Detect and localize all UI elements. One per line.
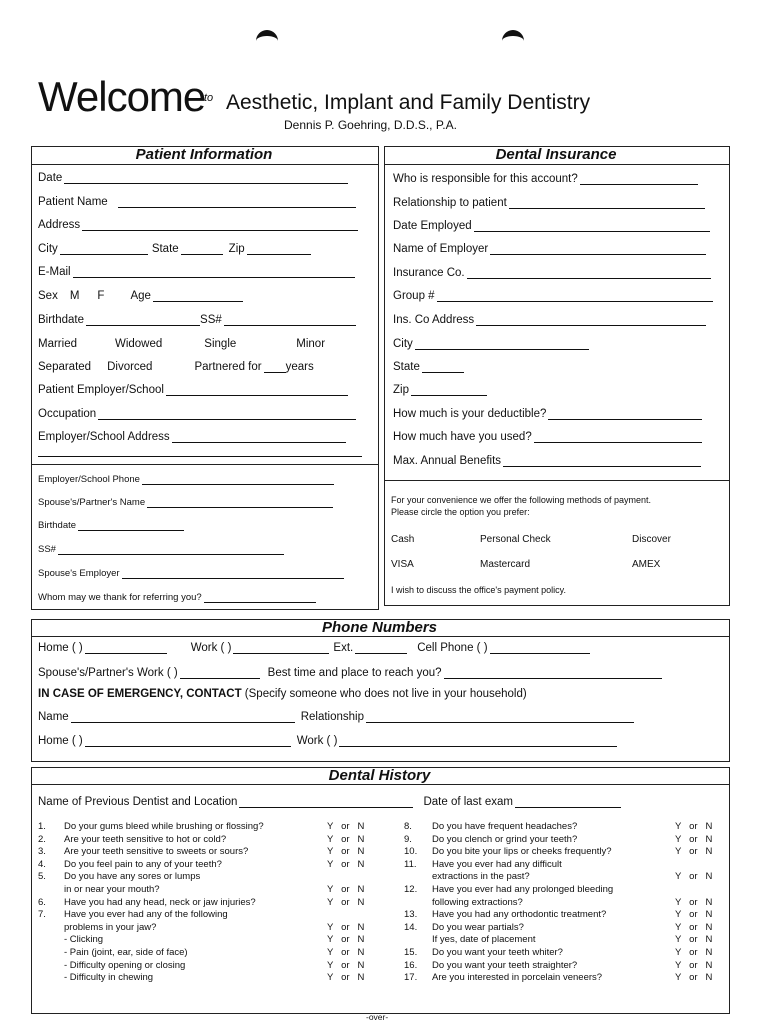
single-option[interactable]: Single (204, 338, 237, 350)
patient-name-field[interactable] (38, 196, 356, 208)
question-number: 7. (38, 909, 46, 921)
emergency-work-input[interactable] (339, 736, 617, 747)
spouse-work-label: Spouse's/Partner's Work ( ) (38, 667, 178, 679)
sex-age-field[interactable] (38, 290, 243, 302)
work-phone-label: Work ( ) (190, 642, 232, 654)
question-number: 2. (38, 833, 46, 845)
question-text: Are you interested in porcelain veneers? (432, 972, 603, 984)
yes-no-choice[interactable]: Y or N (327, 896, 365, 908)
spouse-work-input[interactable] (180, 668, 260, 679)
question-number: 11. (404, 858, 417, 870)
ins-state-label: State (393, 361, 420, 373)
divider (31, 784, 729, 785)
age-label: Age (130, 290, 151, 302)
emergency-contact-title: IN CASE OF EMERGENCY, CONTACT (38, 688, 242, 700)
question-number: 14. (404, 921, 418, 933)
email-label: E-Mail (38, 266, 71, 278)
patient-employer-label: Patient Employer/School (38, 384, 164, 396)
question-text: Do your gums bleed while brushing or flossing? (64, 821, 264, 832)
spouse-employer-field[interactable] (38, 568, 344, 579)
payment-personal-check[interactable]: Personal Check (480, 534, 551, 545)
emergency-home-input[interactable] (85, 736, 291, 747)
emergency-name-input[interactable] (71, 712, 295, 723)
last-exam-input[interactable] (515, 797, 621, 808)
occupation-label: Occupation (38, 408, 97, 420)
address-field[interactable] (38, 219, 358, 231)
payment-note-1: For your convenience we offer the following methods of payment. (391, 495, 651, 505)
ins-address-field[interactable] (393, 314, 706, 326)
dental-insurance-title: Dental Insurance (495, 146, 617, 163)
question-text: Have you ever had any of the following (64, 909, 228, 921)
yes-no-choice[interactable]: Y or N (675, 846, 713, 858)
relationship-field[interactable] (393, 197, 705, 209)
yes-no-choice[interactable]: Y or N (675, 947, 713, 958)
question-number: 8. (404, 821, 412, 832)
question-text: Do you have any sores or lumps (64, 871, 201, 883)
previous-dentist-row (38, 796, 621, 808)
yes-no-choice[interactable]: Y or N (675, 833, 713, 845)
question-text: Have you ever had any difficult (432, 858, 562, 870)
ins-state-field[interactable] (393, 361, 464, 373)
partnered-for-option[interactable]: Partnered for (194, 361, 262, 373)
phone-row-2 (38, 667, 662, 679)
marital-status-row-1 (38, 338, 325, 350)
payment-cash[interactable]: Cash (391, 534, 415, 545)
employer-address-label: Employer/School Address (38, 431, 170, 443)
question-text: Do you have frequent headaches? (432, 821, 578, 832)
widowed-option[interactable]: Widowed (114, 338, 163, 350)
sex-m-option[interactable]: M (69, 290, 80, 302)
question-number: 12. (404, 884, 418, 895)
date-employed-label: Date Employed (393, 220, 472, 232)
yes-no-choice[interactable]: Y or N (327, 947, 365, 958)
question-text: - Difficulty opening or closing (64, 959, 186, 971)
state-label: State (151, 243, 179, 255)
question-number: 9. (404, 833, 412, 845)
question-text: Have you had any orthodontic treatment? (432, 909, 607, 921)
yes-no-choice[interactable]: Y or N (675, 896, 713, 908)
payment-visa[interactable]: VISA (391, 559, 414, 570)
responsible-field[interactable] (393, 173, 698, 185)
yes-no-choice[interactable]: Y or N (327, 959, 365, 971)
cell-phone-label: Cell Phone ( ) (417, 642, 488, 654)
question-text: following extractions? (432, 896, 523, 908)
employer-phone-field[interactable] (38, 474, 334, 485)
payment-discuss[interactable]: I wish to discuss the office's payment policy. (391, 585, 566, 595)
yes-no-choice[interactable]: Y or N (327, 821, 365, 832)
home-phone-input[interactable] (85, 643, 167, 654)
yes-no-choice[interactable]: Y or N (675, 871, 713, 883)
relationship-label: Relationship to patient (393, 197, 507, 209)
previous-dentist-input[interactable] (239, 797, 413, 808)
used-label: How much have you used? (393, 431, 532, 443)
yes-no-choice[interactable]: Y or N (675, 909, 713, 921)
question-text: - Difficulty in chewing (64, 972, 154, 984)
ext-label: Ext. (333, 642, 354, 654)
spouse-birthdate-field[interactable] (38, 520, 184, 531)
divider (31, 464, 378, 465)
date-employed-field[interactable] (393, 220, 710, 232)
ext-input[interactable] (355, 643, 407, 654)
emergency-name-row (38, 711, 634, 723)
ins-zip-label: Zip (393, 384, 409, 396)
occupation-field[interactable] (38, 408, 356, 420)
patient-employer-field[interactable] (38, 384, 348, 396)
emergency-relationship-label: Relationship (300, 711, 364, 723)
date-field[interactable] (38, 172, 348, 184)
yes-no-choice[interactable]: Y or N (675, 959, 713, 971)
employer-name-label: Name of Employer (393, 243, 489, 255)
ins-address-label: Ins. Co Address (393, 314, 475, 326)
yes-no-choice[interactable]: Y or N (327, 884, 365, 895)
zip-label: Zip (228, 243, 245, 255)
spouse-name-field[interactable] (38, 497, 333, 508)
question-number: 10. (404, 846, 418, 858)
question-text: Do you wear partials? (432, 921, 524, 933)
emergency-name-label: Name (38, 711, 69, 723)
married-option[interactable]: Married (38, 338, 77, 350)
marital-status-row-2 (38, 361, 314, 373)
over-note: -over- (366, 1012, 389, 1022)
spouse-employer-label: Spouse's Employer (38, 568, 120, 579)
welcome-to: to (204, 92, 214, 104)
last-exam-label: Date of last exam (423, 796, 513, 808)
city-label: City (38, 243, 58, 255)
best-time-label: Best time and place to reach you? (267, 667, 442, 679)
max-benefits-label: Max. Annual Benefits (393, 455, 502, 467)
phone-numbers-title: Phone Numbers (321, 619, 438, 636)
cell-phone-input[interactable] (490, 643, 590, 654)
question-text: Have you ever had any prolonged bleeding (432, 884, 614, 895)
question-number: 6. (38, 896, 46, 908)
binder-hole-right (502, 30, 524, 46)
address-label: Address (38, 219, 81, 231)
spouse-ss-label: SS# (38, 544, 56, 555)
work-phone-input[interactable] (233, 643, 329, 654)
used-field[interactable] (393, 431, 702, 443)
email-field[interactable] (38, 266, 355, 278)
question-number: 1. (38, 821, 46, 832)
dental-insurance-section (384, 146, 730, 606)
yes-no-choice[interactable]: Y or N (327, 934, 365, 946)
yes-no-choice[interactable]: Y or N (675, 821, 713, 832)
question-text: Do you bite your lips or cheeks frequently? (432, 846, 612, 858)
payment-mastercard[interactable]: Mastercard (480, 559, 531, 570)
question-number: 3. (38, 846, 46, 858)
emergency-phone-row (38, 735, 617, 747)
emergency-relationship-input[interactable] (366, 712, 634, 723)
question-text: problems in your jaw? (64, 921, 157, 933)
payment-discover[interactable]: Discover (632, 534, 671, 545)
ins-co-field[interactable] (393, 267, 711, 279)
ins-zip-field[interactable] (393, 384, 487, 396)
max-benefits-field[interactable] (393, 455, 701, 467)
birthdate-ss-field[interactable] (38, 314, 356, 326)
previous-dentist-label: Name of Previous Dentist and Location (38, 796, 238, 808)
sex-f-option[interactable]: F (97, 290, 105, 302)
employer-phone-label: Employer/School Phone (38, 474, 140, 485)
question-text: Do you want your teeth whiter? (432, 947, 563, 958)
emergency-heading (38, 688, 527, 700)
emergency-work-label: Work ( ) (296, 735, 338, 747)
question-text: If yes, date of placement (432, 934, 536, 946)
employer-address-field[interactable] (38, 431, 346, 443)
spouse-name-label: Spouse's/Partner's Name (38, 497, 146, 508)
ss-label: SS# (200, 314, 222, 326)
birthdate-label: Birthdate (38, 314, 85, 326)
ins-city-field[interactable] (393, 338, 589, 350)
best-time-input[interactable] (444, 668, 662, 679)
referral-label: Whom may we thank for referring you? (38, 592, 202, 603)
practice-name: Aesthetic, Implant and Family Dentistry (226, 91, 591, 114)
question-text: Do you clench or grind your teeth? (432, 833, 578, 845)
responsible-label: Who is responsible for this account? (393, 173, 578, 185)
years-label: years (285, 361, 314, 373)
group-label: Group # (393, 290, 435, 302)
deductible-field[interactable] (393, 408, 702, 420)
question-text: extractions in the past? (432, 871, 530, 883)
divorced-option[interactable]: Divorced (107, 361, 153, 373)
home-phone-label: Home ( ) (38, 642, 83, 654)
yes-no-choice[interactable]: Y or N (675, 921, 713, 933)
divider (384, 480, 729, 481)
employer-name-field[interactable] (393, 243, 706, 255)
yes-no-choice[interactable]: Y or N (327, 858, 365, 870)
divider (31, 636, 729, 637)
patient-info-section (31, 146, 379, 610)
divider (31, 164, 378, 165)
question-number: 15. (404, 947, 418, 958)
binder-hole-left (256, 30, 278, 46)
ins-city-label: City (393, 338, 413, 350)
question-text: Do you feel pain to any of your teeth? (64, 858, 222, 870)
deductible-label: How much is your deductible? (393, 408, 547, 420)
yes-no-choice[interactable]: Y or N (675, 972, 713, 984)
doctor-name: Dennis P. Goehring, D.D.S., P.A. (284, 118, 457, 132)
referral-field[interactable] (38, 592, 316, 603)
emergency-contact-note: (Specify someone who does not live in your household) (241, 688, 527, 700)
employer-address-line-2[interactable] (38, 456, 362, 457)
yes-no-choice[interactable]: Y or N (327, 921, 365, 933)
patient-info-title: Patient Information (135, 146, 273, 163)
payment-note-2: Please circle the option you prefer: (391, 507, 530, 517)
question-number: 4. (38, 858, 46, 870)
welcome-heading: Welcome (38, 73, 206, 120)
emergency-home-label: Home ( ) (38, 735, 83, 747)
question-text: - Clicking (64, 934, 104, 946)
question-text: Have you had any head, neck or jaw injuries? (64, 896, 256, 908)
divider (384, 164, 729, 165)
spouse-birthdate-label: Birthdate (38, 520, 77, 531)
question-number: 17. (404, 972, 418, 984)
city-state-zip-field[interactable] (38, 243, 311, 255)
payment-amex[interactable]: AMEX (632, 559, 661, 570)
question-text: in or near your mouth? (64, 884, 160, 895)
yes-no-choice[interactable]: Y or N (327, 846, 365, 858)
question-number: 5. (38, 871, 46, 883)
group-field[interactable] (393, 290, 713, 302)
phone-row-1 (38, 642, 590, 654)
sex-label: Sex (38, 290, 58, 302)
yes-no-choice[interactable]: Y or N (327, 833, 365, 845)
ins-co-label: Insurance Co. (393, 267, 465, 279)
question-text: Are your teeth sensitive to sweets or sours? (64, 846, 249, 858)
question-text: Do you want your teeth straighter? (432, 959, 578, 971)
dental-history-title: Dental History (328, 767, 431, 784)
patient-name-label: Patient Name (38, 196, 108, 208)
yes-no-choice[interactable]: Y or N (675, 934, 713, 946)
minor-option[interactable]: Minor (296, 338, 326, 350)
question-number: 13. (404, 909, 418, 921)
yes-no-choice[interactable]: Y or N (327, 972, 365, 984)
question-text: - Pain (joint, ear, side of face) (64, 947, 188, 958)
question-text: Are your teeth sensitive to hot or cold? (64, 833, 227, 845)
separated-option[interactable]: Separated (38, 361, 92, 373)
spouse-ss-field[interactable] (38, 544, 284, 555)
date-label: Date (38, 172, 63, 184)
question-number: 16. (404, 959, 418, 971)
